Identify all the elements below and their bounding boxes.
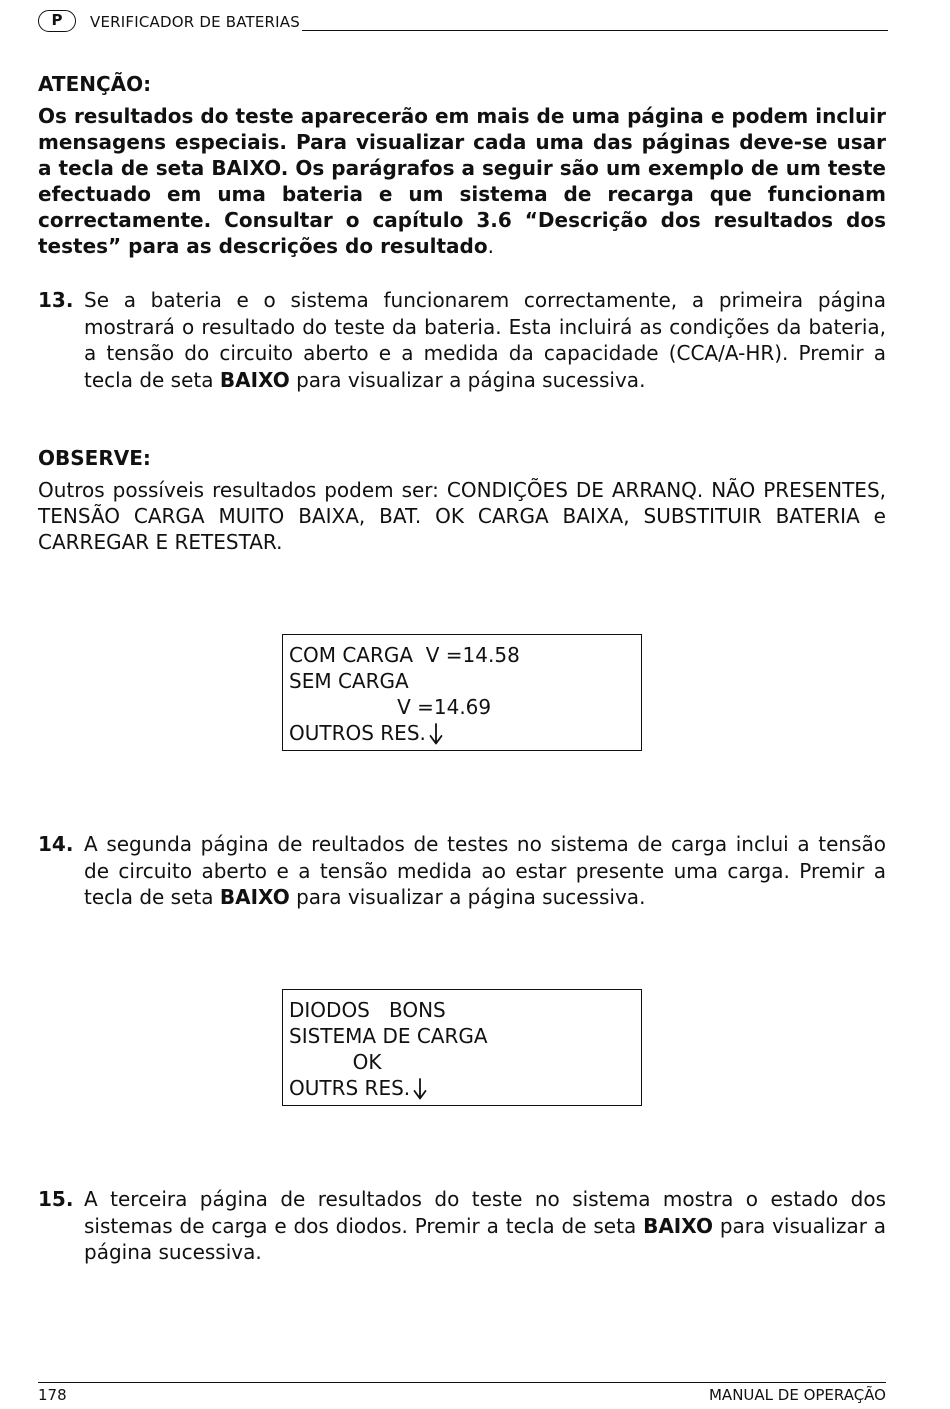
language-badge: P [38, 10, 76, 32]
step-text-a: A segunda página de reultados de testes no sistema de carga inclui a tensão de circuito aberto e a tensão medida ao estar presente uma carga. Premir a tecla de seta [84, 832, 886, 909]
step-number: 13. [38, 288, 74, 312]
step-13 [38, 287, 886, 393]
step-15 [38, 1186, 886, 1266]
manual-title: MANUAL DE OPERAÇÃO [708, 1386, 886, 1404]
key-name: BAIXO [219, 367, 290, 392]
step-text [84, 287, 886, 393]
display-line: SEM CARGA [289, 669, 409, 693]
key-name: BAIXO [219, 885, 290, 909]
page-number: 178 [38, 1386, 67, 1404]
attention-paragraph [38, 103, 886, 259]
header-rule [302, 30, 888, 31]
display-line: OK [289, 1050, 382, 1074]
display-line-text: OUTRS RES. [289, 1076, 411, 1100]
step-text-b: para visualizar a página sucessiva. [296, 885, 646, 909]
display-line-text: OUTROS RES. [289, 721, 426, 745]
tester-display-1 [282, 634, 642, 751]
display-line: DIODOS BONS [289, 998, 446, 1022]
page-header [38, 10, 888, 34]
step-text [84, 1186, 886, 1266]
display-line: V =14.69 [289, 695, 492, 719]
arrow-down-icon [413, 1078, 427, 1100]
attention-text: Os resultados do teste aparecerão em mais de uma página e podem incluir mensagens especiais. Para visualizar cada uma das páginas deve-se usar a tecla de seta BAIXO. Os parágrafos a seguir são um exemplo de um teste efectuado em uma bateria e um sistema de recarga que funcionam correctamente. Consultar o capítulo 3.6 “Descrição dos resultados dos testes” para as descrições do resultado [38, 104, 886, 258]
step-text-b: para visualizar a página sucessiva. [296, 367, 646, 392]
observe-heading: OBSERVE: [38, 446, 151, 470]
step-14 [38, 831, 886, 911]
key-name: BAIXO [643, 1213, 713, 1238]
step-text-b: para visualizar a página sucessiva. [84, 1213, 887, 1264]
display-line-last [289, 1075, 641, 1101]
display-line-last [289, 720, 641, 746]
display-line: COM CARGA V =14.58 [289, 643, 520, 667]
footer-rule [38, 1382, 886, 1383]
tester-display-2 [282, 989, 642, 1106]
step-number: 14. [38, 832, 74, 856]
step-number: 15. [38, 1187, 74, 1211]
step-text-a: A terceira página de resultados do teste no sistema mostra o estado dos sistemas de carga e dos diodos. Premir a tecla de seta [84, 1187, 886, 1238]
step-text [84, 831, 886, 911]
attention-period: . [487, 234, 494, 258]
step-text-a: Se a bateria e o sistema funcionarem correctamente, a primeira página mostrará o resultado do teste da bateria. Esta incluirá as condições da bateria, a tensão do circuito aberto e a medida da capacidade (CCA/A-HR). Premir a tecla de seta [84, 288, 886, 392]
arrow-down-icon [429, 723, 443, 745]
header-title: VERIFICADOR DE BATERIAS [90, 13, 300, 31]
observe-paragraph: Outros possíveis resultados podem ser: CONDIÇÕES DE ARRANQ. NÃO PRESENTES, TENSÃO CARGA MUITO BAIXA, BAT. OK CARGA BAIXA, SUBSTITUIR BATERIA e CARREGAR E RETESTAR. [38, 478, 886, 554]
display-line: SISTEMA DE CARGA [289, 1024, 488, 1048]
attention-heading: ATENÇÃO: [38, 72, 152, 96]
